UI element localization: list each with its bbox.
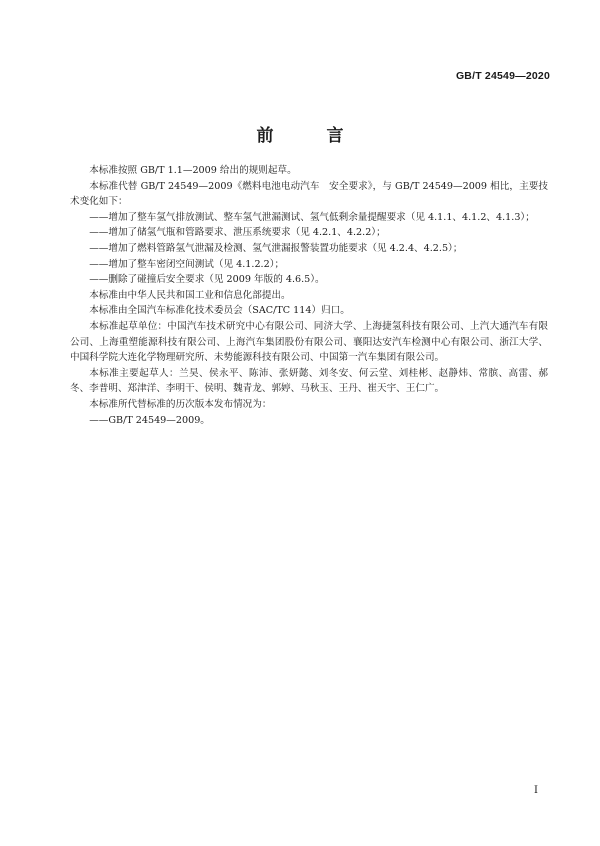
paragraph-proposer: 本标准由中华人民共和国工业和信息化部提出。 xyxy=(89,289,291,301)
foreword-body xyxy=(70,163,548,428)
page-number: I xyxy=(534,785,538,796)
change-item: ——增加了整车氢气排放测试、整车氢气泄漏测试、氢气低剩余量提醒要求（见 4.1.1、4.1.2、4.1.3）； xyxy=(89,211,535,223)
change-item: ——删除了碰撞后安全要求（见 2009 年版的 4.6.5）。 xyxy=(89,274,325,286)
change-item: ——增加了燃料管路氢气泄漏及检测、氢气泄漏报警装置功能要求（见 4.2.4、4.2.5）； xyxy=(89,242,463,254)
page-title: 前 言 xyxy=(256,126,362,146)
paragraph-drafters: 本标准主要起草人：兰昊、侯永平、陈沛、张妍懿、刘冬安、何云堂、刘桂彬、赵静炜、常膑、高雷、郝冬、李普明、郑津洋、李明干、侯明、魏青龙、郭婷、马秋玉、王丹、崔天宇、王仁广。 xyxy=(70,367,548,395)
change-item: ——增加了整车密闭空间测试（见 4.1.2.2）； xyxy=(89,258,285,270)
paragraph-drafting-units: 本标准起草单位：中国汽车技术研究中心有限公司、同济大学、上海捷氢科技有限公司、上汽大通汽车有限公司、上海重塑能源科技有限公司、上海汽车集团股份有限公司、襄阳达安汽车检测中心有限公司、浙江大学、中国科学院大连化学物理研究所、未势能源科技有限公司、中国第一汽车集团有限公司。 xyxy=(70,320,548,364)
paragraph-history: 本标准所代替标准的历次版本发布情况为： xyxy=(89,398,272,410)
history-item: ——GB/T 24549—2009。 xyxy=(89,414,210,426)
standard-code-header: GB/T 24549—2020 xyxy=(455,70,550,82)
paragraph-committee: 本标准由全国汽车标准化技术委员会（SAC/TC 114）归口。 xyxy=(89,305,350,317)
paragraph-replaces: 本标准代替 GB/T 24549—2009《燃料电池电动汽车 安全要求》，与 GB/T 24549—2009 相比，主要技术变化如下： xyxy=(70,180,548,208)
change-item: ——增加了储氢气瓶和管路要求、泄压系统要求（见 4.2.1、4.2.2）； xyxy=(89,227,386,239)
paragraph-drafting-rules: 本标准按照 GB/T 1.1—2009 给出的规则起草。 xyxy=(89,165,297,176)
